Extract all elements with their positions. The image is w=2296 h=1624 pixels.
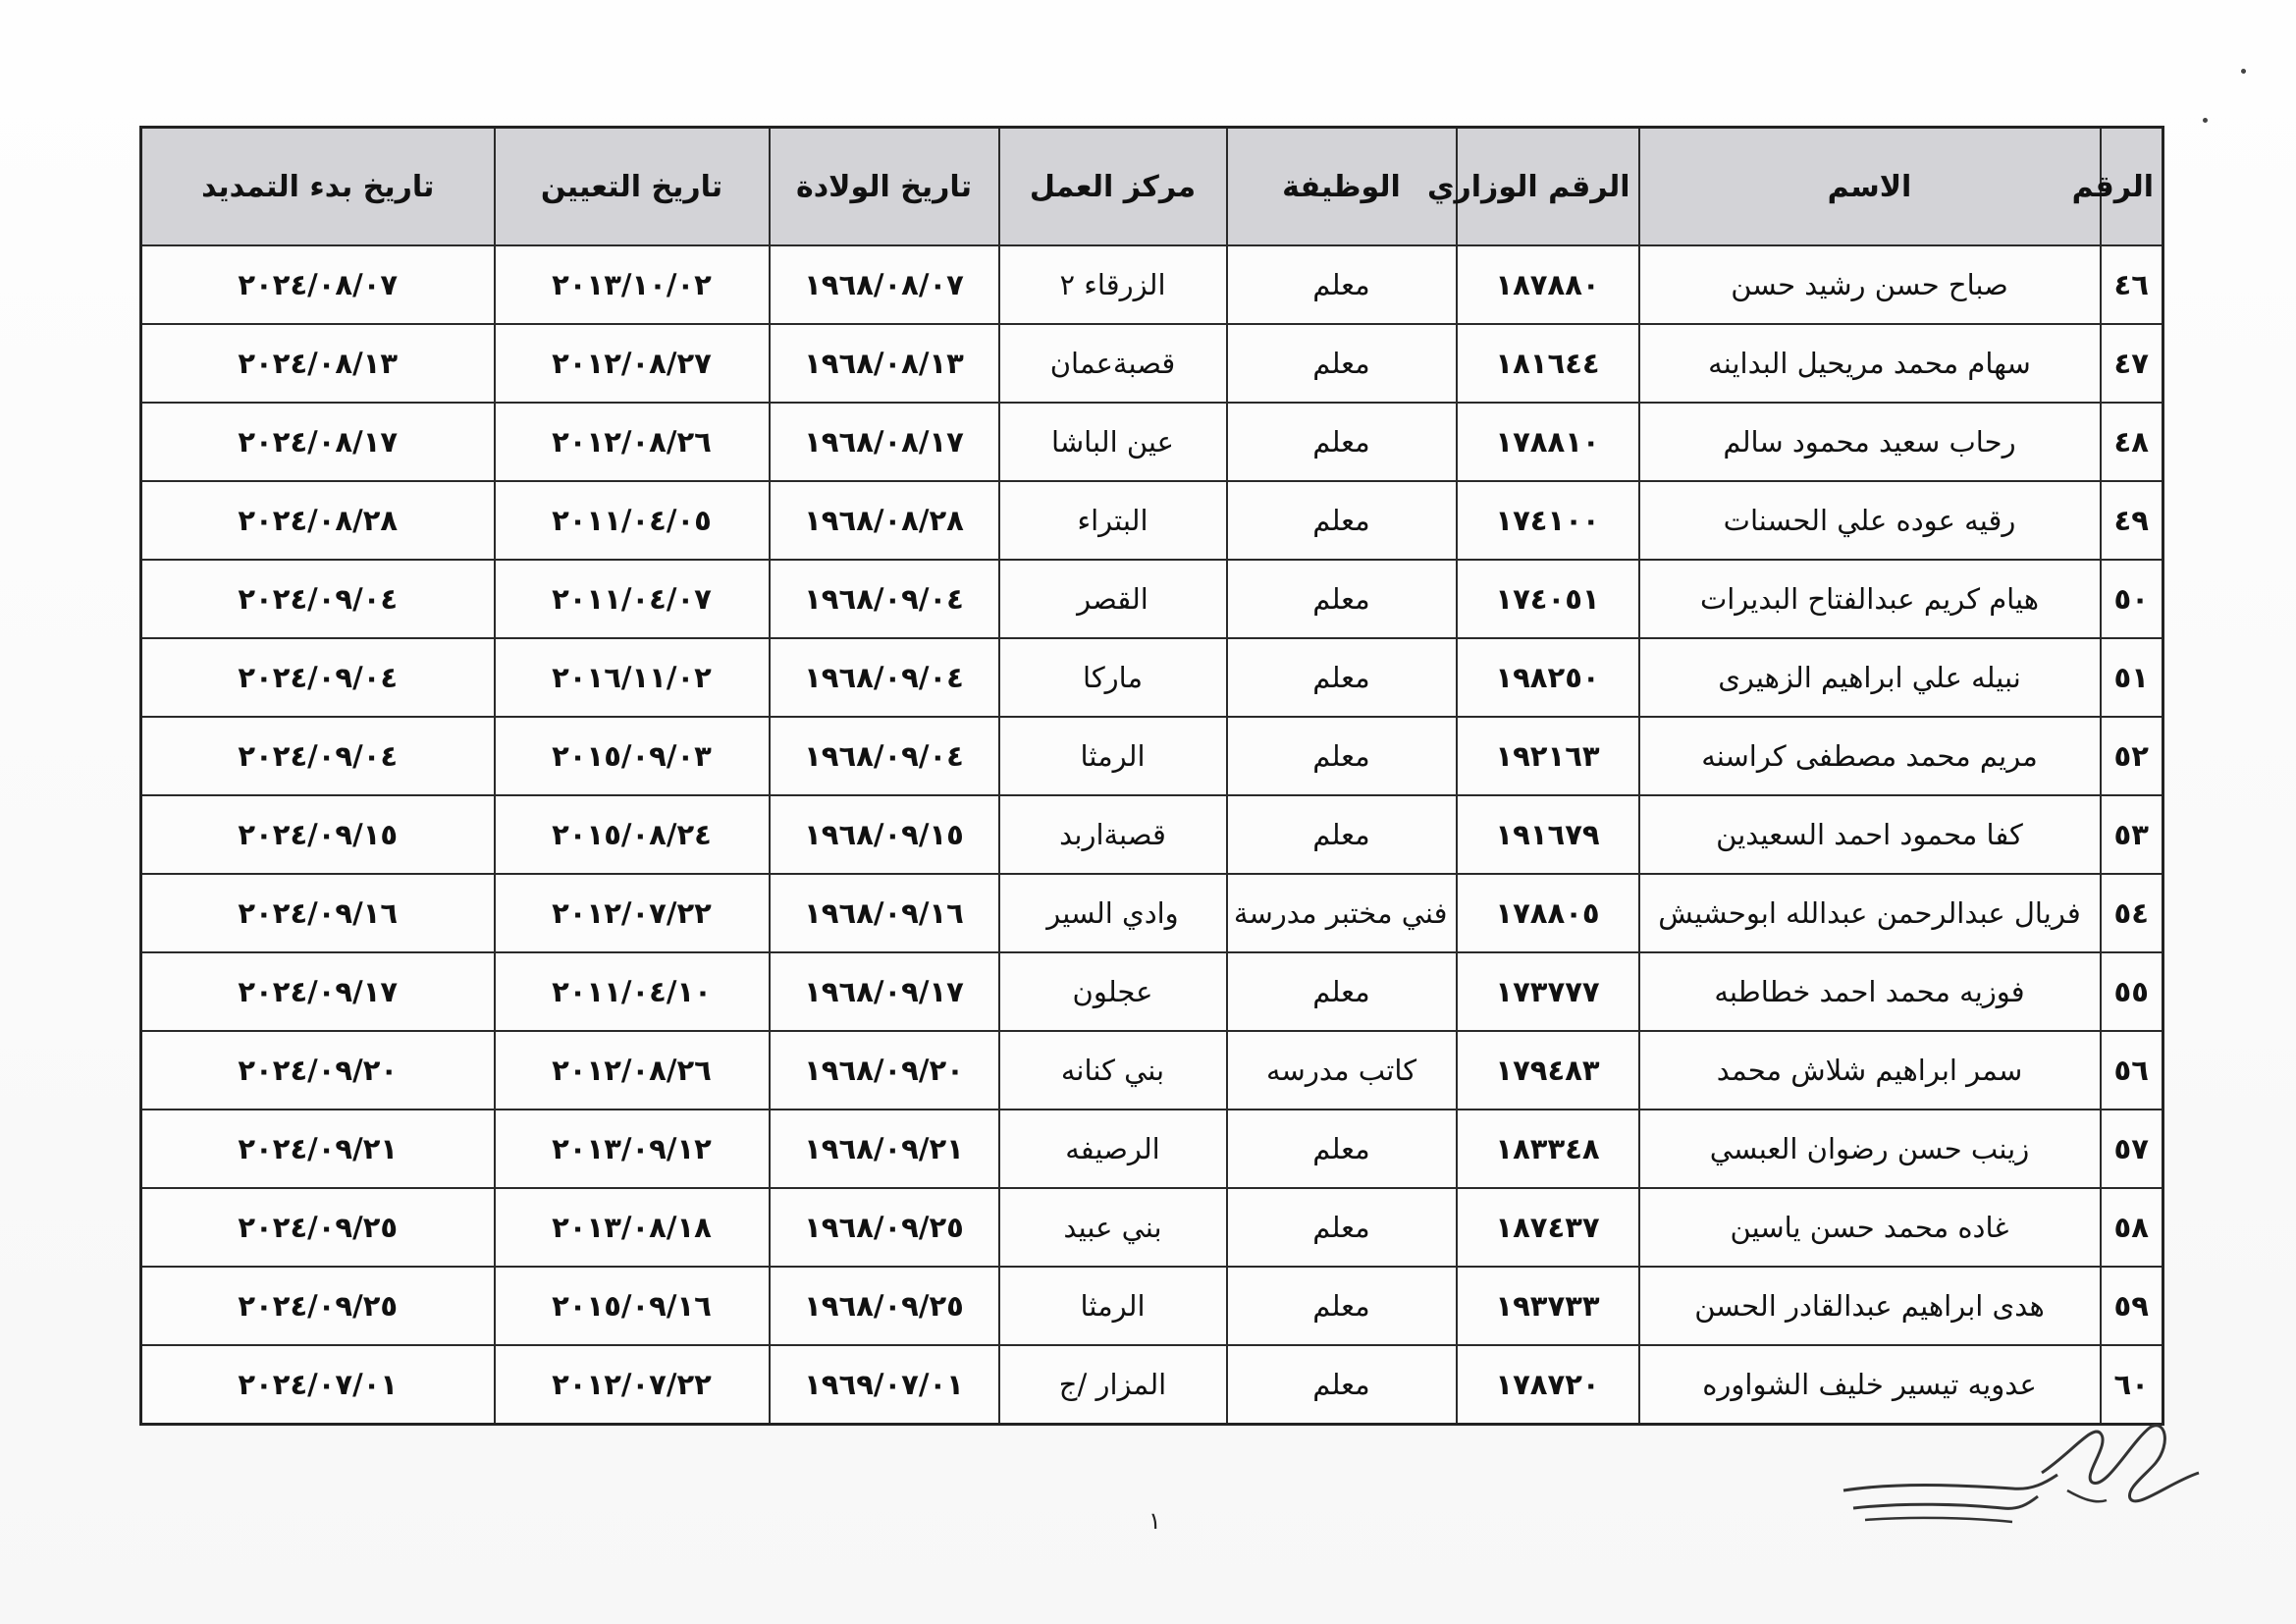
cell-birth-date: ١٩٦٨/٠٨/٢٨ [770, 481, 999, 560]
cell-name: فوزيه محمد احمد خطاطبه [1639, 952, 2101, 1031]
cell-appointment-date: ٢٠١٣/٠٨/١٨ [495, 1188, 770, 1267]
cell-ministry-id: ١٨١٦٤٤ [1457, 324, 1639, 403]
cell-birth-date: ١٩٦٨/٠٩/٠٤ [770, 717, 999, 795]
cell-extension-start: ٢٠٢٤/٠٩/٢١ [141, 1110, 495, 1188]
cell-name: مريم محمد مصطفى كراسنه [1639, 717, 2101, 795]
cell-ministry-id: ١٧٣٧٧٧ [1457, 952, 1639, 1031]
table-row [141, 952, 2163, 1031]
cell-appointment-date: ٢٠١٥/٠٩/٠٣ [495, 717, 770, 795]
table-row [141, 403, 2163, 481]
cell-work-center: الرصيفه [999, 1110, 1227, 1188]
header-name: الاسم [1639, 128, 2101, 246]
cell-appointment-date: ٢٠١٣/١٠/٠٢ [495, 245, 770, 324]
cell-work-center: القصر [999, 560, 1227, 638]
cell-work-center: ماركا [999, 638, 1227, 717]
cell-birth-date: ١٩٦٨/٠٩/١٧ [770, 952, 999, 1031]
cell-birth-date: ١٩٦٨/٠٨/٠٧ [770, 245, 999, 324]
cell-name: سمر ابراهيم شلاش محمد [1639, 1031, 2101, 1110]
cell-birth-date: ١٩٦٨/٠٩/٢٥ [770, 1267, 999, 1345]
cell-work-center: البتراء [999, 481, 1227, 560]
header-job: الوظيفة [1227, 128, 1457, 246]
cell-job: كاتب مدرسه [1227, 1031, 1457, 1110]
page-number: ١ [1148, 1507, 1161, 1535]
cell-birth-date: ١٩٦٨/٠٩/١٥ [770, 795, 999, 874]
scan-speck [2241, 69, 2246, 74]
cell-ministry-id: ١٨٧٤٣٧ [1457, 1188, 1639, 1267]
cell-job: فني مختبر مدرسة [1227, 874, 1457, 952]
table-row [141, 1188, 2163, 1267]
cell-job: معلم [1227, 1188, 1457, 1267]
cell-appointment-date: ٢٠١٥/٠٩/١٦ [495, 1267, 770, 1345]
cell-extension-start: ٢٠٢٤/٠٩/٢٠ [141, 1031, 495, 1110]
cell-name: صباح حسن رشيد حسن [1639, 245, 2101, 324]
cell-birth-date: ١٩٦٨/٠٩/٢٥ [770, 1188, 999, 1267]
cell-extension-start: ٢٠٢٤/٠٨/١٣ [141, 324, 495, 403]
cell-birth-date: ١٩٦٨/٠٨/١٣ [770, 324, 999, 403]
cell-name: زينب حسن رضوان العبسي [1639, 1110, 2101, 1188]
cell-birth-date: ١٩٦٨/٠٩/٢٠ [770, 1031, 999, 1110]
table-row [141, 638, 2163, 717]
table-row [141, 481, 2163, 560]
cell-extension-start: ٢٠٢٤/٠٩/١٥ [141, 795, 495, 874]
cell-appointment-date: ٢٠١٦/١١/٠٢ [495, 638, 770, 717]
cell-ministry-id: ١٧٨٨١٠ [1457, 403, 1639, 481]
cell-work-center: عجلون [999, 952, 1227, 1031]
cell-work-center: عين الباشا [999, 403, 1227, 481]
header-row [141, 128, 2163, 246]
cell-num: ٤٦ [2101, 245, 2163, 324]
table-row [141, 1031, 2163, 1110]
cell-job: معلم [1227, 638, 1457, 717]
cell-num: ٤٩ [2101, 481, 2163, 560]
cell-num: ٤٧ [2101, 324, 2163, 403]
roster-table [139, 126, 2164, 1426]
cell-name: غاده محمد حسن ياسين [1639, 1188, 2101, 1267]
cell-extension-start: ٢٠٢٤/٠٩/٢٥ [141, 1188, 495, 1267]
cell-name: سهام محمد مريحيل البداينه [1639, 324, 2101, 403]
roster-table-container [142, 126, 2164, 1426]
cell-name: كفا محمود احمد السعيدين [1639, 795, 2101, 874]
cell-ministry-id: ١٩٣٧٣٣ [1457, 1267, 1639, 1345]
header-num: الرقم [2101, 128, 2163, 246]
cell-extension-start: ٢٠٢٤/٠٩/٠٤ [141, 717, 495, 795]
cell-name: هيام كريم عبدالفتاح البديرات [1639, 560, 2101, 638]
cell-appointment-date: ٢٠١٣/٠٩/١٢ [495, 1110, 770, 1188]
table-row [141, 1345, 2163, 1425]
cell-birth-date: ١٩٦٨/٠٩/١٦ [770, 874, 999, 952]
cell-ministry-id: ١٧٨٧٢٠ [1457, 1345, 1639, 1425]
cell-extension-start: ٢٠٢٤/٠٩/٠٤ [141, 638, 495, 717]
cell-appointment-date: ٢٠١٥/٠٨/٢٤ [495, 795, 770, 874]
cell-job: معلم [1227, 560, 1457, 638]
cell-num: ٤٨ [2101, 403, 2163, 481]
cell-name: فريال عبدالرحمن عبدالله ابوحشيش [1639, 874, 2101, 952]
cell-birth-date: ١٩٦٨/٠٩/٠٤ [770, 560, 999, 638]
cell-appointment-date: ٢٠١٢/٠٨/٢٦ [495, 1031, 770, 1110]
table-row [141, 560, 2163, 638]
cell-job: معلم [1227, 324, 1457, 403]
cell-work-center: المزار /ج [999, 1345, 1227, 1425]
header-work-center: مركز العمل [999, 128, 1227, 246]
header-appointment-date: تاريخ التعيين [495, 128, 770, 246]
cell-ministry-id: ١٧٨٨٠٥ [1457, 874, 1639, 952]
cell-ministry-id: ١٩٨٢٥٠ [1457, 638, 1639, 717]
cell-job: معلم [1227, 952, 1457, 1031]
cell-appointment-date: ٢٠١١/٠٤/١٠ [495, 952, 770, 1031]
table-row [141, 795, 2163, 874]
cell-ministry-id: ١٩٢١٦٣ [1457, 717, 1639, 795]
header-extension-start: تاريخ بدء التمديد [141, 128, 495, 246]
cell-work-center: الرمثا [999, 1267, 1227, 1345]
cell-num: ٦٠ [2101, 1345, 2163, 1425]
cell-appointment-date: ٢٠١٢/٠٨/٢٦ [495, 403, 770, 481]
cell-work-center: بني كنانه [999, 1031, 1227, 1110]
cell-name: رحاب سعيد محمود سالم [1639, 403, 2101, 481]
cell-birth-date: ١٩٦٩/٠٧/٠١ [770, 1345, 999, 1425]
cell-job: معلم [1227, 1345, 1457, 1425]
cell-birth-date: ١٩٦٨/٠٩/٢١ [770, 1110, 999, 1188]
table-row [141, 245, 2163, 324]
cell-name: عدويه تيسير خليف الشواوره [1639, 1345, 2101, 1425]
cell-job: معلم [1227, 481, 1457, 560]
scan-speck [2203, 118, 2208, 123]
cell-extension-start: ٢٠٢٤/٠٨/٢٨ [141, 481, 495, 560]
cell-extension-start: ٢٠٢٤/٠٩/٢٥ [141, 1267, 495, 1345]
cell-birth-date: ١٩٦٨/٠٨/١٧ [770, 403, 999, 481]
cell-ministry-id: ١٧٤٠٥١ [1457, 560, 1639, 638]
cell-extension-start: ٢٠٢٤/٠٩/١٦ [141, 874, 495, 952]
cell-birth-date: ١٩٦٨/٠٩/٠٤ [770, 638, 999, 717]
cell-work-center: قصبةعمان [999, 324, 1227, 403]
cell-extension-start: ٢٠٢٤/٠٨/١٧ [141, 403, 495, 481]
cell-ministry-id: ١٨٧٨٨٠ [1457, 245, 1639, 324]
cell-num: ٥٦ [2101, 1031, 2163, 1110]
table-body [141, 245, 2163, 1425]
cell-appointment-date: ٢٠١٢/٠٧/٢٢ [495, 1345, 770, 1425]
cell-ministry-id: ١٧٤١٠٠ [1457, 481, 1639, 560]
cell-appointment-date: ٢٠١١/٠٤/٠٥ [495, 481, 770, 560]
cell-job: معلم [1227, 1110, 1457, 1188]
cell-num: ٥٢ [2101, 717, 2163, 795]
cell-num: ٥٧ [2101, 1110, 2163, 1188]
cell-num: ٥٥ [2101, 952, 2163, 1031]
cell-work-center: وادي السير [999, 874, 1227, 952]
cell-extension-start: ٢٠٢٤/٠٩/٠٤ [141, 560, 495, 638]
cell-appointment-date: ٢٠١٢/٠٧/٢٢ [495, 874, 770, 952]
cell-job: معلم [1227, 403, 1457, 481]
cell-job: معلم [1227, 1267, 1457, 1345]
header-ministry-id: الرقم الوزاري [1457, 128, 1639, 246]
cell-appointment-date: ٢٠١٢/٠٨/٢٧ [495, 324, 770, 403]
cell-extension-start: ٢٠٢٤/٠٧/٠١ [141, 1345, 495, 1425]
table-row [141, 324, 2163, 403]
cell-work-center: بني عبيد [999, 1188, 1227, 1267]
cell-num: ٥٤ [2101, 874, 2163, 952]
cell-name: رقيه عوده علي الحسنات [1639, 481, 2101, 560]
cell-name: نبيله علي ابراهيم الزهيرى [1639, 638, 2101, 717]
cell-work-center: الزرقاء ٢ [999, 245, 1227, 324]
cell-name: هدى ابراهيم عبدالقادر الحسن [1639, 1267, 2101, 1345]
cell-work-center: قصبةاربد [999, 795, 1227, 874]
cell-ministry-id: ١٨٣٣٤٨ [1457, 1110, 1639, 1188]
cell-work-center: الرمثا [999, 717, 1227, 795]
cell-job: معلم [1227, 245, 1457, 324]
cell-ministry-id: ١٧٩٤٨٣ [1457, 1031, 1639, 1110]
cell-ministry-id: ١٩١٦٧٩ [1457, 795, 1639, 874]
header-birth-date: تاريخ الولادة [770, 128, 999, 246]
cell-extension-start: ٢٠٢٤/٠٩/١٧ [141, 952, 495, 1031]
handwritten-signature [1836, 1414, 2228, 1551]
cell-num: ٥٣ [2101, 795, 2163, 874]
cell-num: ٥٨ [2101, 1188, 2163, 1267]
table-row [141, 717, 2163, 795]
table-row [141, 874, 2163, 952]
table-row [141, 1267, 2163, 1345]
table-header [141, 128, 2163, 246]
cell-num: ٥١ [2101, 638, 2163, 717]
cell-num: ٥٠ [2101, 560, 2163, 638]
cell-job: معلم [1227, 717, 1457, 795]
table-row [141, 1110, 2163, 1188]
cell-appointment-date: ٢٠١١/٠٤/٠٧ [495, 560, 770, 638]
cell-num: ٥٩ [2101, 1267, 2163, 1345]
cell-extension-start: ٢٠٢٤/٠٨/٠٧ [141, 245, 495, 324]
cell-job: معلم [1227, 795, 1457, 874]
